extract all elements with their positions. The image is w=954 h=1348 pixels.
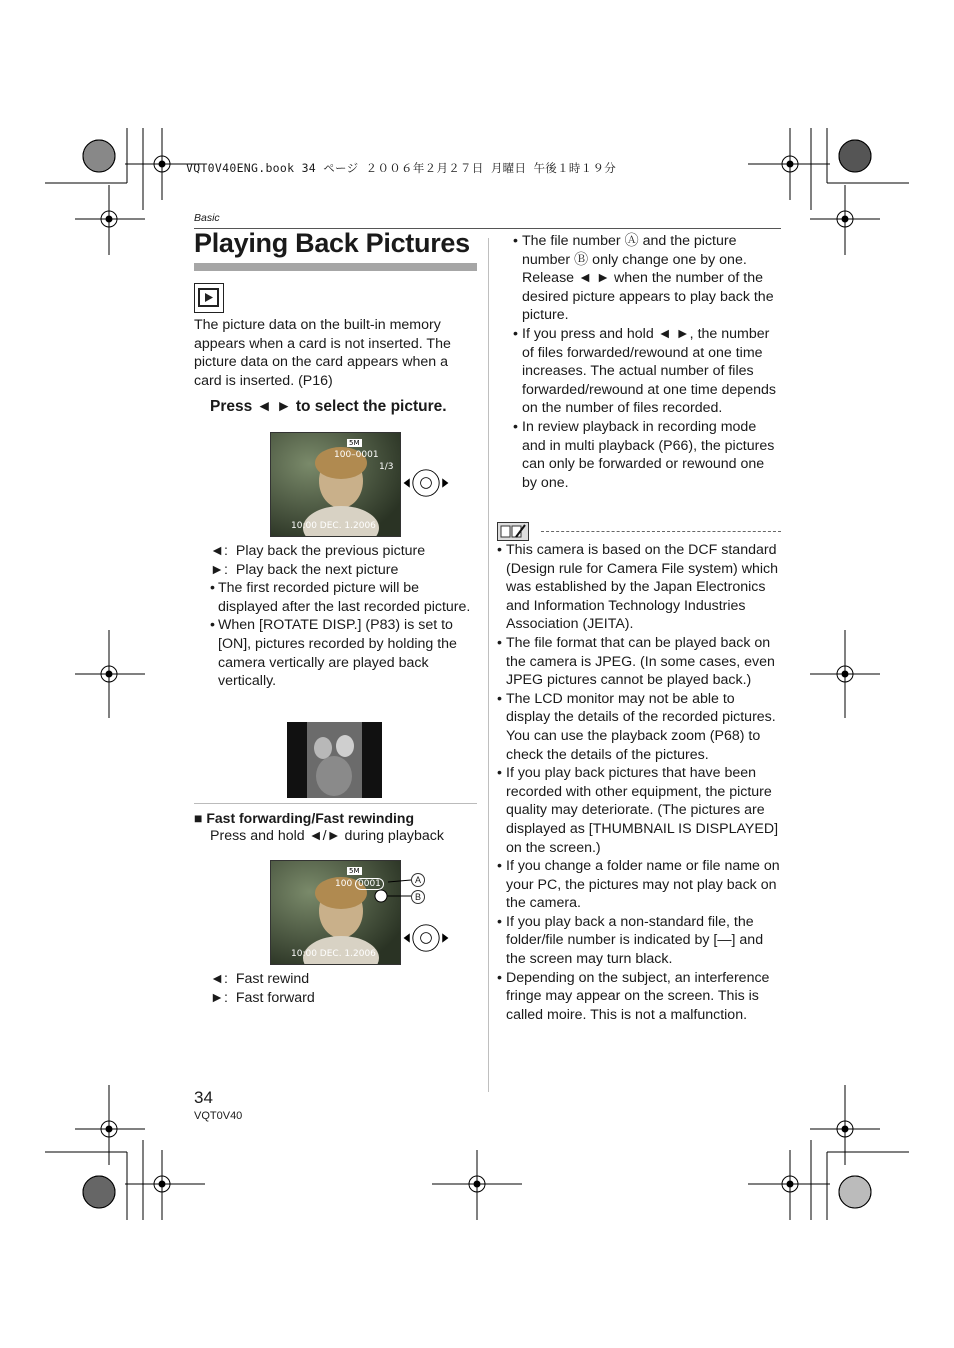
callout-a: A — [411, 873, 425, 887]
nav-item-next: ►: Play back the next picture — [210, 561, 399, 578]
nav-list — [210, 542, 480, 691]
press-heading: Press ◄ ► to select the picture. — [210, 398, 447, 415]
playback-mode-icon — [194, 283, 224, 313]
list-item: • The file number Ⓐ and the picture number Ⓑ only change one by one. Release ◄ ► when the number of the desired picture appears to play back the picture. — [513, 232, 783, 325]
document-code: VQT0V40 — [194, 1110, 243, 1122]
note-item: • The file format that can be played back on the camera is JPEG. (In some cases, even JPEG pictures cannot be played back.) — [497, 634, 782, 690]
note-item: • If you play back pictures that have been recorded with other equipment, the picture quality may deteriorate. (The pictures are displayed as [THUMBNAIL IS DISPLAYED] on the screen.) — [497, 764, 782, 857]
vertical-playback-image — [287, 722, 382, 798]
page-number: 34 — [194, 1088, 213, 1107]
picture-count: 1/3 — [379, 462, 394, 472]
fast-forward-heading: ■ Fast forwarding/Fast rewinding — [194, 810, 415, 826]
page-title: Playing Back Pictures — [194, 228, 470, 258]
date-stamp: 10:00 DEC. 1.2006 — [291, 949, 376, 959]
date-stamp: 10:00 DEC. 1.2006 — [291, 521, 376, 531]
list-item: • The first recorded picture will be displayed after the last recorded picture. — [210, 579, 480, 616]
note-item: • Depending on the subject, an interference fringe may appear on the screen. This is called moire. This is not a malfunction. — [497, 969, 782, 1025]
callout-b: B — [411, 890, 425, 904]
ff-item-rewind: ◄: Fast rewind — [210, 971, 310, 987]
dashed-rule — [541, 531, 781, 532]
right-column-bullets — [513, 232, 783, 492]
fast-forward-list — [210, 970, 480, 1007]
title-underline-bar — [194, 263, 477, 271]
lcd-screen-playback — [270, 432, 401, 537]
mode-indicator: 5M — [349, 867, 360, 875]
list-item: • If you press and hold ◄ ►, the number of files forwarded/rewound at one time increases. The actual number of files forwarded/rewound at one time depends on the number of files recorded. — [513, 325, 783, 418]
note-divider — [497, 522, 782, 541]
section-label: Basic — [194, 212, 220, 224]
dpad-left-right — [402, 920, 450, 961]
file-number: 100–0001 — [334, 450, 379, 460]
ff-item-forward: ►: Fast forward — [210, 989, 315, 1006]
nav-item-previous: ◄: Play back the previous picture — [210, 543, 426, 559]
intro-paragraph: The picture data on the built-in memory appears when a card is not inserted. The picture data on the card appears when a card is inserted. (P16) — [194, 317, 451, 389]
note-icon — [497, 522, 529, 541]
notes-list — [497, 541, 782, 1024]
folder-number: 100 — [335, 879, 353, 889]
list-item: • When [ROTATE DISP.] (P83) is set to [ON], pictures recorded by holding the camera vertically are played back vertically. — [210, 616, 480, 690]
column-divider — [488, 238, 489, 1092]
file-number: 0001 — [355, 878, 384, 890]
fast-forward-instruction: Press and hold ◄/► during playback — [210, 828, 444, 844]
note-item: • If you change a folder name or file name on your PC, the pictures may not play back on the camera. — [497, 857, 782, 913]
note-item: • The LCD monitor may not be able to display the details of the recorded pictures. You can use the playback zoom (P68) to check the details of the pictures. — [497, 690, 782, 764]
print-header: VQT0V40ENG.book 34 ページ ２００６年２月２７日 月曜日 午後１時１９分 — [186, 161, 617, 175]
section-divider — [194, 803, 477, 804]
note-item: • This camera is based on the DCF standard (Design rule for Camera File system) which was established by the Japan Electronics and Information Technology Industries Association (JEITA). — [497, 541, 782, 634]
dpad-left-right — [402, 465, 450, 506]
mode-indicator: 5M — [349, 439, 360, 447]
list-item: • In review playback in recording mode and in multi playback (P66), the pictures can only be forwarded or rewound one by one. — [513, 418, 783, 492]
note-item: • If you play back a non-standard file, the folder/file number is indicated by [—] and the screen may turn black. — [497, 913, 782, 969]
